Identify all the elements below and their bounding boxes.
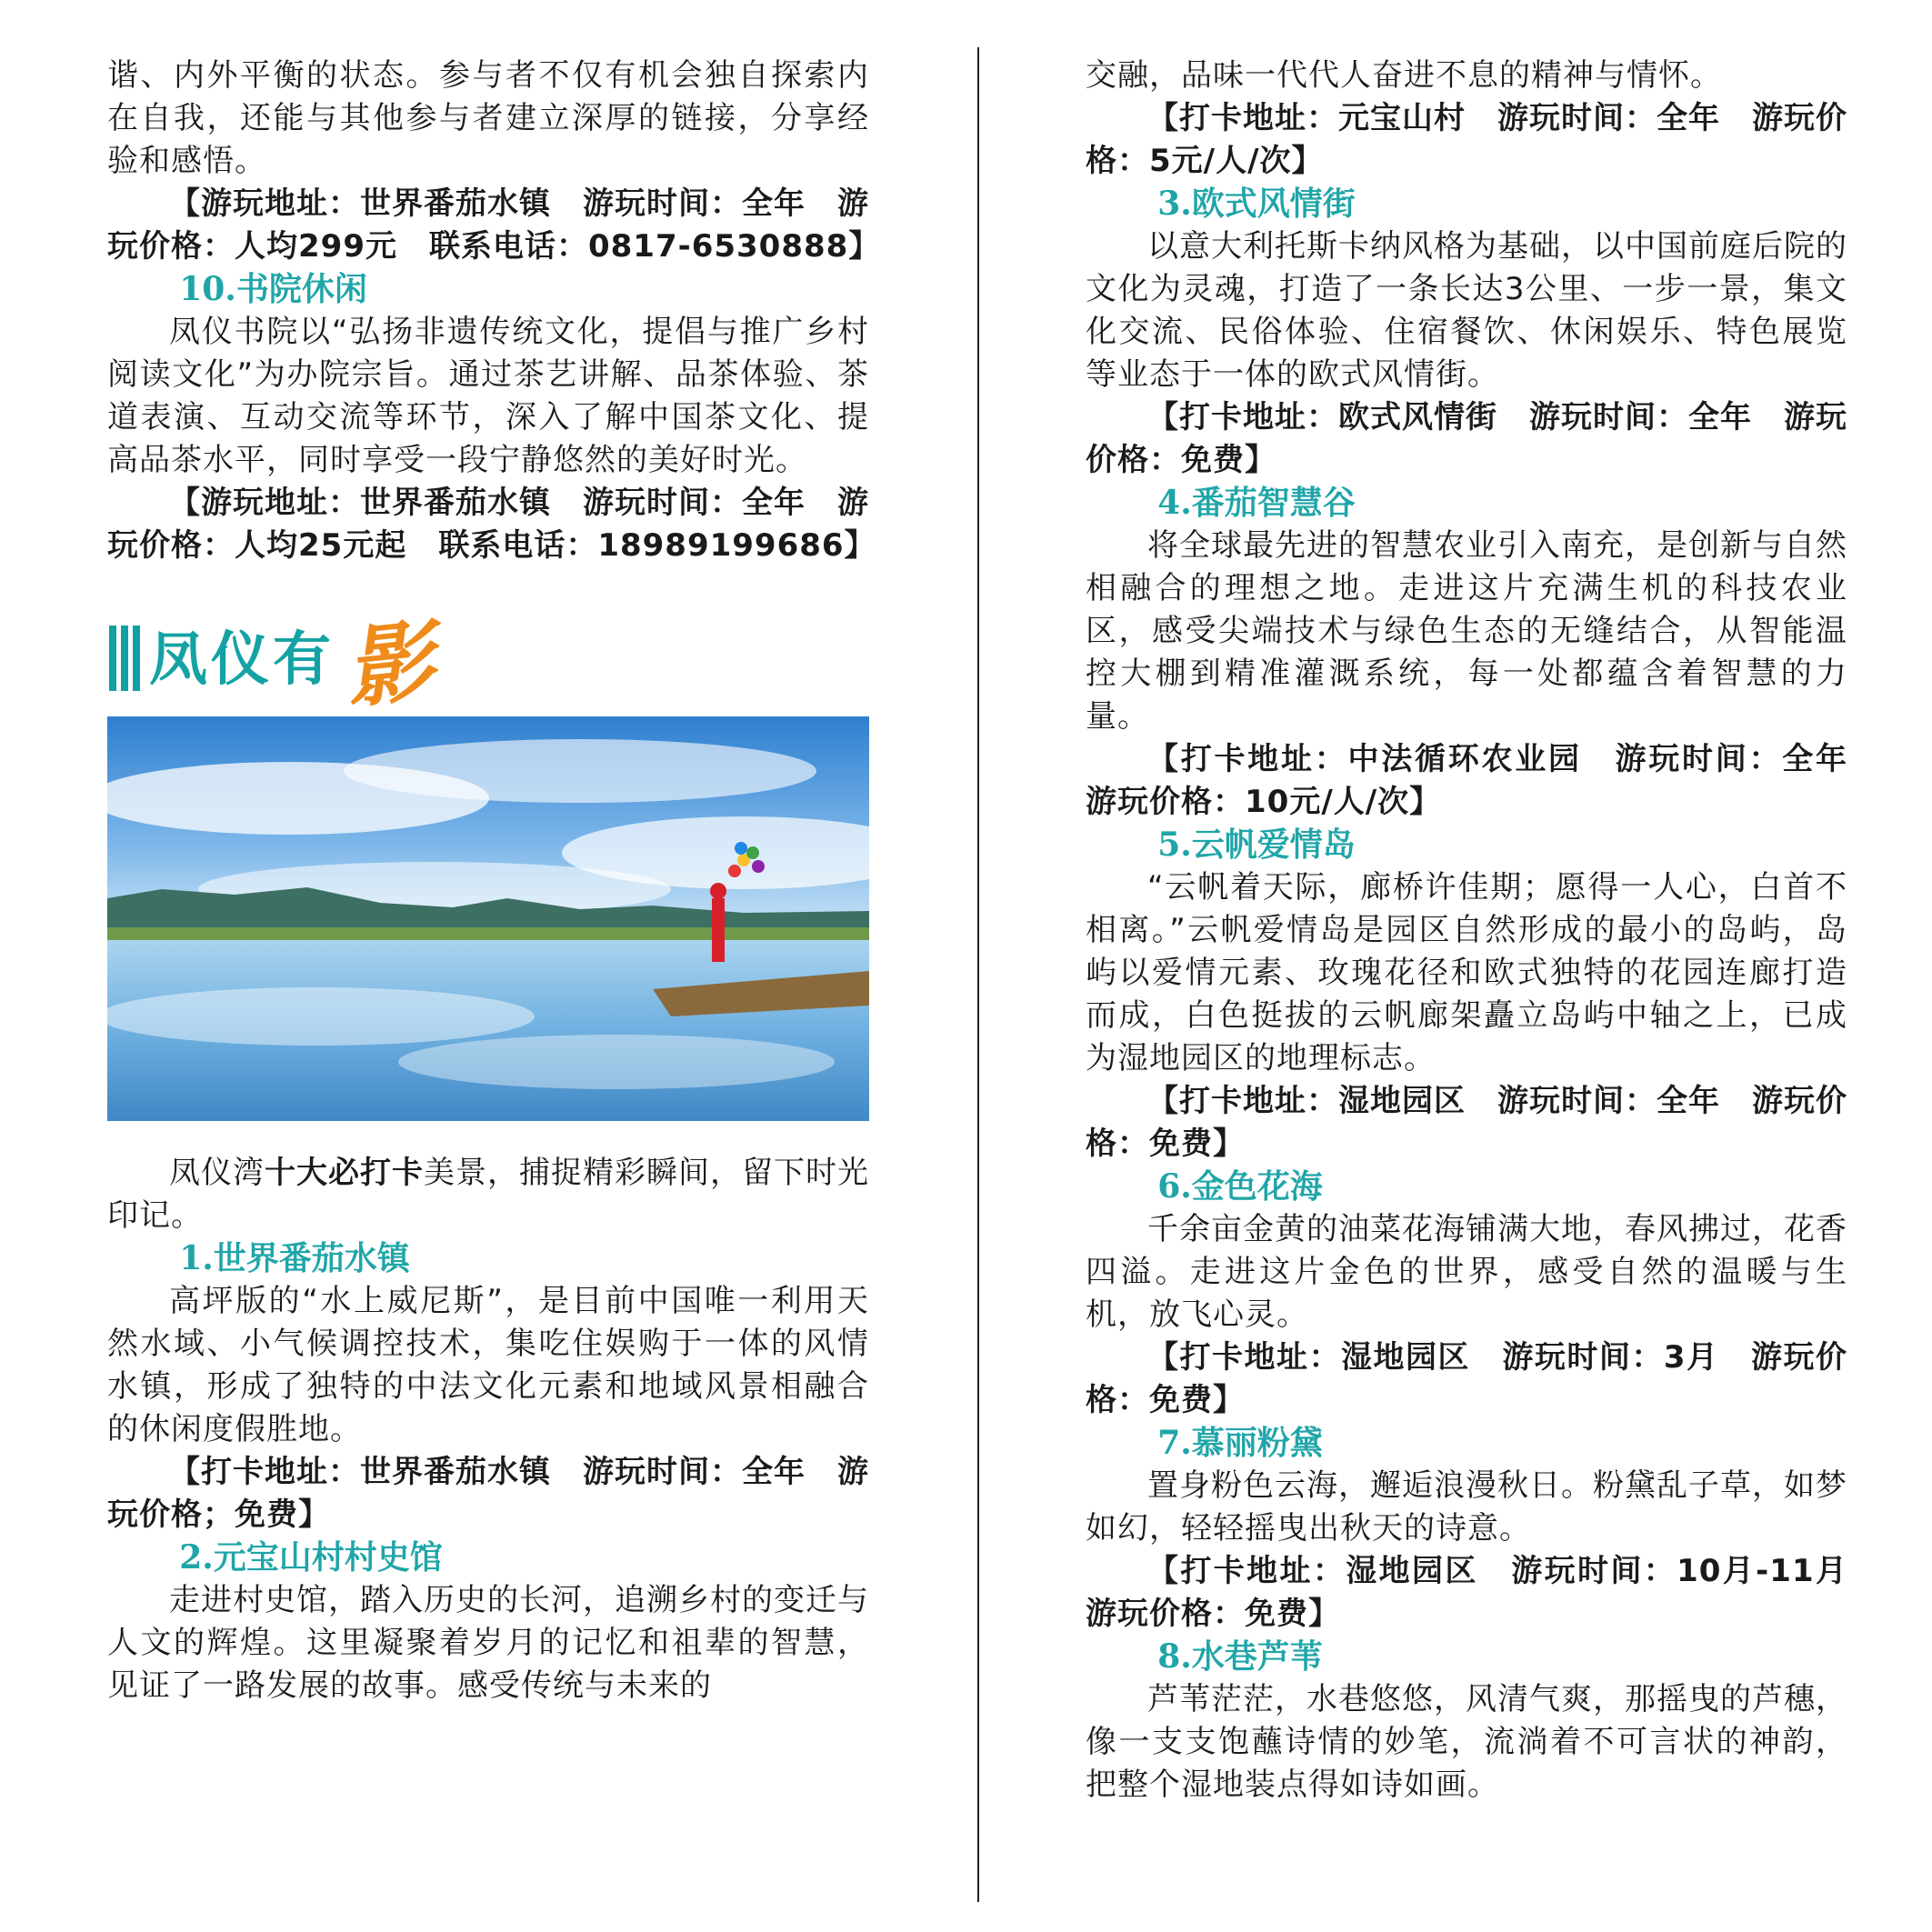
info-block: 【打卡地址：湿地园区 游玩时间：10月-11月 游玩价格：免费】 bbox=[1086, 1553, 1879, 1632]
item-heading: 1.世界番茄水镇 bbox=[179, 1239, 410, 1277]
item-description: 置身粉色云海，邂逅浪漫秋日。粉黛乱子草，如梦如幻，轻轻摇曳出秋天的诗意。 bbox=[1086, 1467, 1847, 1547]
intro-highlight: 十大必打卡 bbox=[265, 1155, 424, 1191]
info-block: 【打卡地址：中法循环农业园 游玩时间：全年 游玩价格：10元/人/次】 bbox=[1086, 741, 1879, 820]
item-heading: 2.元宝山村村史馆 bbox=[179, 1538, 443, 1577]
item-heading: 10.书院休闲 bbox=[179, 270, 367, 308]
item-heading: 7.慕丽粉黛 bbox=[1157, 1424, 1323, 1462]
info-block: 【打卡地址：世界番茄水镇 游玩时间：全年 游玩价格；免费】 bbox=[107, 1454, 869, 1533]
item-description: 将全球最先进的智慧农业引入南充，是创新与自然相融合的理想之地。走进这片充满生机的科技农业区，感受尖端技术与绿色生态的无缝结合，从智能温控大棚到精准灌溉系统，每一处都蕴含着智慧的力量。 bbox=[1086, 527, 1847, 735]
left-column bbox=[107, 55, 881, 1707]
info-block: 【打卡地址：元宝山村 游玩时间：全年 游玩价格：5元/人/次】 bbox=[1086, 100, 1847, 179]
item-description: 芦苇茫茫，水巷悠悠，风清气爽，那摇曳的芦穗，像一支支饱蘸诗情的妙笔，流淌着不可言状的神韵，把整个湿地装点得如诗如画。 bbox=[1086, 1681, 1847, 1803]
right-column bbox=[1086, 55, 1879, 1807]
continued-paragraph: 谐、内外平衡的状态。参与者不仅有机会独自探索内在自我，还能与其他参与者建立深厚的链接，分享经验和感悟。 bbox=[107, 57, 869, 179]
item-description: 以意大利托斯卡纳风格为基础，以中国前庭后院的文化为灵魂，打造了一条长达3公里、一步一景，集文化交流、民俗体验、住宿餐饮、休闲娱乐、特色展览等业态于一体的欧式风情街。 bbox=[1086, 228, 1847, 393]
item-description: 高坪版的“水上威尼斯”，是目前中国唯一利用天然水域、小气候调控技术，集吃住娱购于一体的风情水镇，形成了独特的中法文化元素和地域风景相融合的休闲度假胜地。 bbox=[107, 1283, 869, 1447]
item-description: 走进村史馆，踏入历史的长河，追溯乡村的变迁与人文的辉煌。这里凝聚着岁月的记忆和祖辈的智慧，见证了一路发展的故事。感受传统与未来的 bbox=[107, 1582, 869, 1704]
intro-post: 美景，捕捉精彩瞬间，留下时光印记。 bbox=[107, 1155, 869, 1234]
item-description: 凤仪书院以“弘扬非遗传统文化，提倡与推广乡村阅读文化”为办院宗旨。通过茶艺讲解、品茶体验、茶道表演、互动交流等环节，深入了解中国茶文化、提高品茶水平，同时享受一段宁静悠然的美好时光。 bbox=[107, 314, 869, 478]
info-block: 【游玩地址：世界番茄水镇 游玩时间：全年 游玩价格：人均25元起 联系电话：18989199686】 bbox=[107, 485, 876, 564]
item-heading: 4.番茄智慧谷 bbox=[1157, 484, 1356, 522]
continued-paragraph: 交融，品味一代代人奋进不息的精神与情怀。 bbox=[1086, 57, 1722, 94]
intro-pre: 凤仪湾 bbox=[169, 1155, 265, 1191]
section-title: 凤仪有 bbox=[149, 626, 335, 694]
section-title-accent: 影 bbox=[341, 609, 439, 721]
info-block: 【游玩地址：世界番茄水镇 游玩时间：全年 游玩价格：人均299元 联系电话：0817-6530888】 bbox=[107, 185, 881, 265]
item-heading: 6.金色花海 bbox=[1157, 1167, 1323, 1206]
item-description: “云帆着天际，廊桥许佳期；愿得一人心，白首不相离。”云帆爱情岛是园区自然形成的最小的岛屿，岛屿以爱情元素、玫瑰花径和欧式独特的花园连廊打造而成，白色挺拔的云帆廊架矗立岛屿中轴之上，已成为湿地园区的地理标志。 bbox=[1086, 869, 1847, 1076]
intro-paragraph bbox=[107, 1152, 869, 1237]
item-heading: 5.云帆爱情岛 bbox=[1157, 826, 1356, 864]
section-header bbox=[107, 609, 869, 721]
column-divider bbox=[977, 47, 979, 1902]
info-block: 【打卡地址：欧式风情街 游玩时间：全年 游玩价格：免费】 bbox=[1086, 399, 1847, 478]
lake-photo bbox=[107, 716, 869, 1121]
info-block: 【打卡地址：湿地园区 游玩时间：3月 游玩价格：免费】 bbox=[1086, 1339, 1847, 1418]
info-block: 【打卡地址：湿地园区 游玩时间：全年 游玩价格：免费】 bbox=[1086, 1083, 1847, 1162]
item-heading: 8.水巷芦苇 bbox=[1157, 1637, 1323, 1676]
item-heading: 3.欧式风情街 bbox=[1157, 185, 1356, 223]
item-description: 千余亩金黄的油菜花海铺满大地，春风拂过，花香四溢。走进这片金色的世界，感受自然的温暖与生机，放飞心灵。 bbox=[1086, 1211, 1847, 1333]
